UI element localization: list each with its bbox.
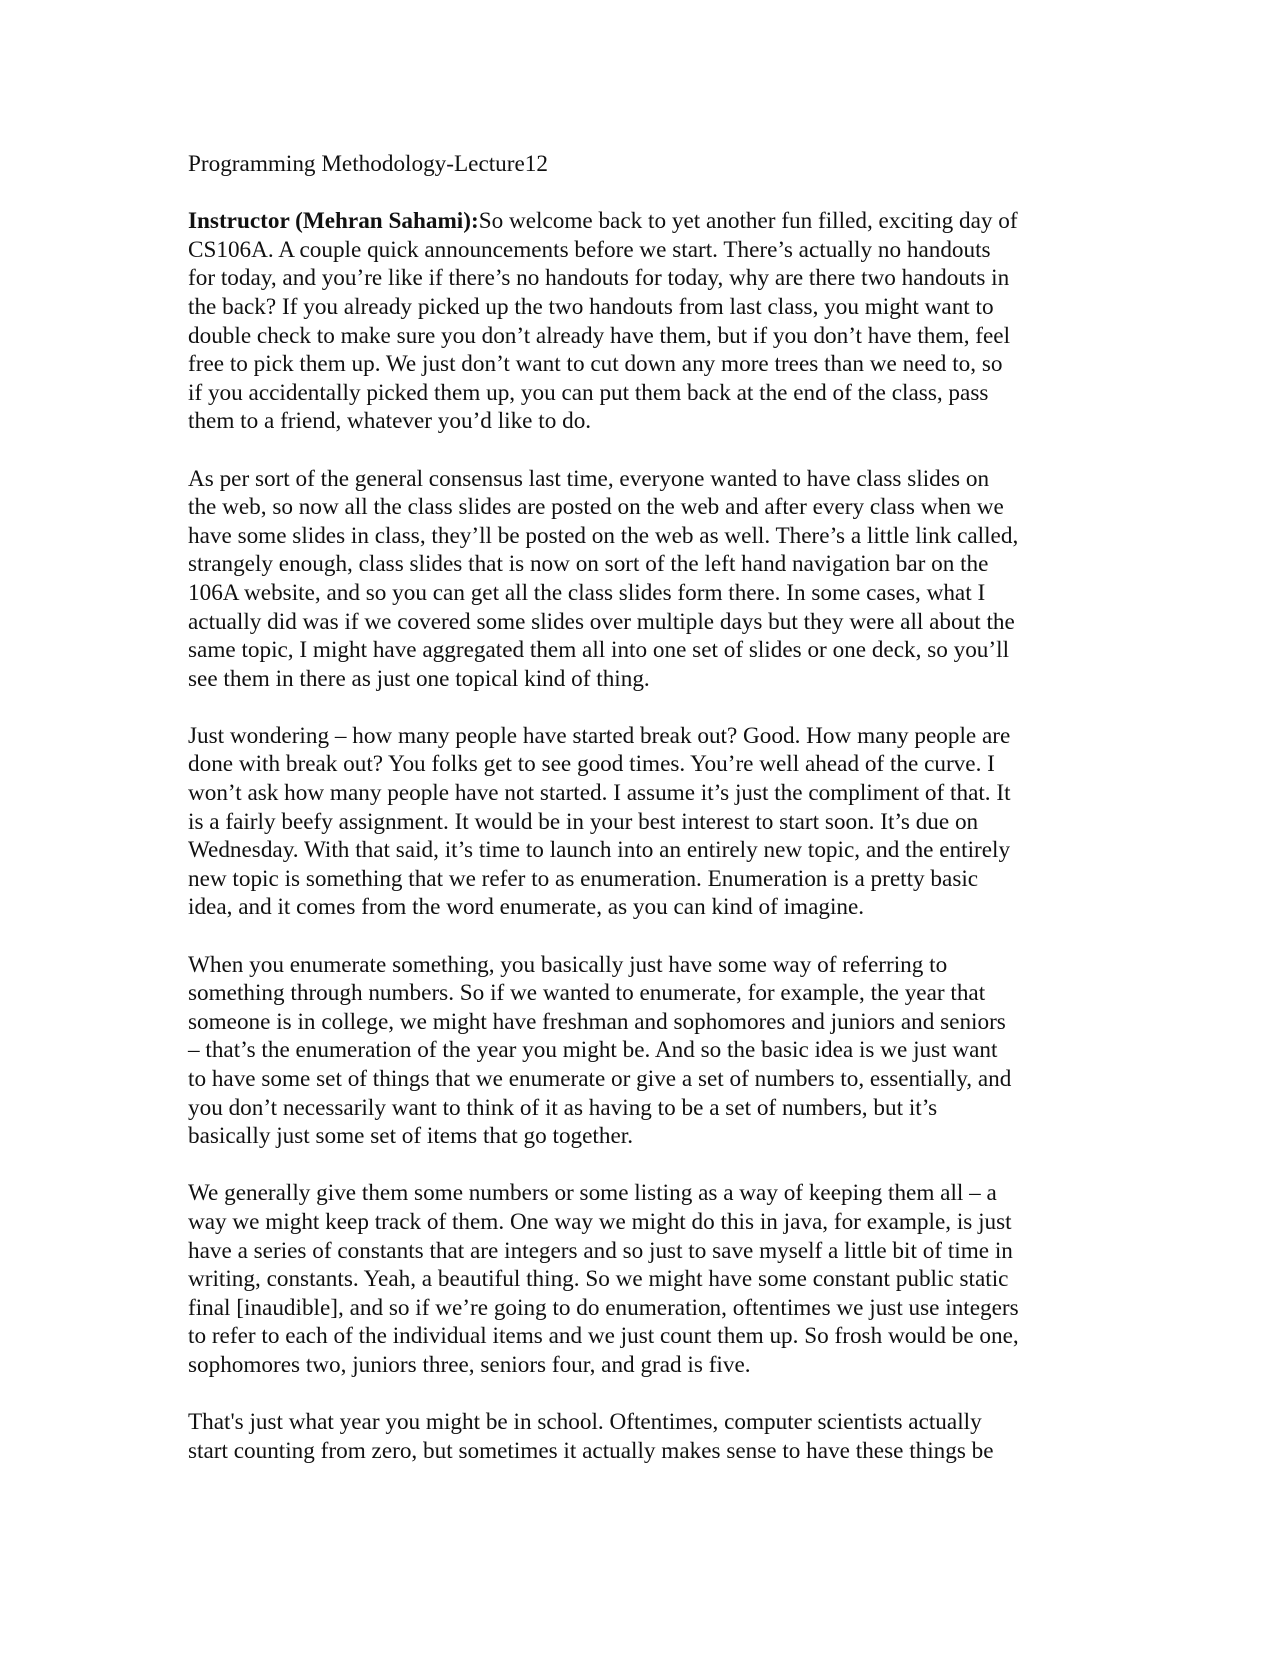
paragraph-5: We generally give them some numbers or some listing as a way of keeping them all – a way we might keep track of them. One way we might do this in java, for example, is just have a series of constants that are integers and so just to save myself a little bit of time in writing, constants. Yeah, a beautiful thing. So we might have some constant public static final [inaudible], and so if we’re going to do enumeration, oftentimes we just use integers to refer to each of the individual items and we just count them up. So frosh would be one, sophomores two, juniors three, seniors four, and grad is five.	[188, 1180, 1019, 1378]
document-page	[188, 150, 1108, 1494]
paragraph-3: Just wondering – how many people have started break out? Good. How many people are done with break out? You folks get to see good times. You’re well ahead of the curve. I won’t ask how many people have not started. I assume it’s just the compliment of that. It is a fairly beefy assignment. It would be in your best interest to start soon. It’s due on Wednesday. With that said, it’s time to launch into an entirely new topic, and the entirely new topic is something that we refer to as enumeration. Enumeration is a pretty basic idea, and it comes from the word enumerate, as you can kind of imagine.	[188, 722, 1011, 921]
paragraph-1	[188, 207, 1108, 436]
speaker-label: Instructor (Mehran Sahami):	[188, 208, 479, 235]
document-title: Programming Methodology-Lecture12	[188, 151, 548, 177]
paragraph-6: That's just what year you might be in school. Oftentimes, computer scientists actually start counting from zero, but sometimes it actually makes sense to have these things be	[188, 1409, 994, 1464]
paragraph-4: When you enumerate something, you basically just have some way of referring to something through numbers. So if we wanted to enumerate, for example, the year that someone is in college, we might have freshman and sophomores and juniors and seniors – that’s the enumeration of the year you might be. And so the basic idea is we just want to have some set of things that we enumerate or give a set of numbers to, essentially, and you don’t necessarily want to think of it as having to be a set of numbers, but it’s basically just some set of items that go together.	[188, 951, 1012, 1150]
paragraph-2: As per sort of the general consensus last time, everyone wanted to have class slides on the web, so now all the class slides are posted on the web and after every class when we have some slides in class, they’ll be posted on the web as well. There’s a little link called, strangely enough, class slides that is now on sort of the left hand navigation bar on the 106A website, and so you can get all the class slides form there. In some cases, what I actually did was if we covered some slides over multiple days but they were all about the same topic, I might have aggregated them all into one set of slides or one deck, so you’ll see them in there as just one topical kind of thing.	[188, 465, 1019, 692]
paragraph-1-text: So welcome back to yet another fun filled, exciting day of CS106A. A couple quick announcements before we start. There’s actually no handouts for today, and you’re like if there’s no handouts for today, why are there two handouts in the back? If you already picked up the two handouts from last class, you might want to double check to make sure you don’t already have them, but if you don’t have them, feel free to pick them up. We just don’t want to cut down any more trees than we need to, so if you accidentally picked them up, you can put them back at the end of the class, pass them to a friend, whatever you’d like to do.	[188, 208, 1018, 435]
